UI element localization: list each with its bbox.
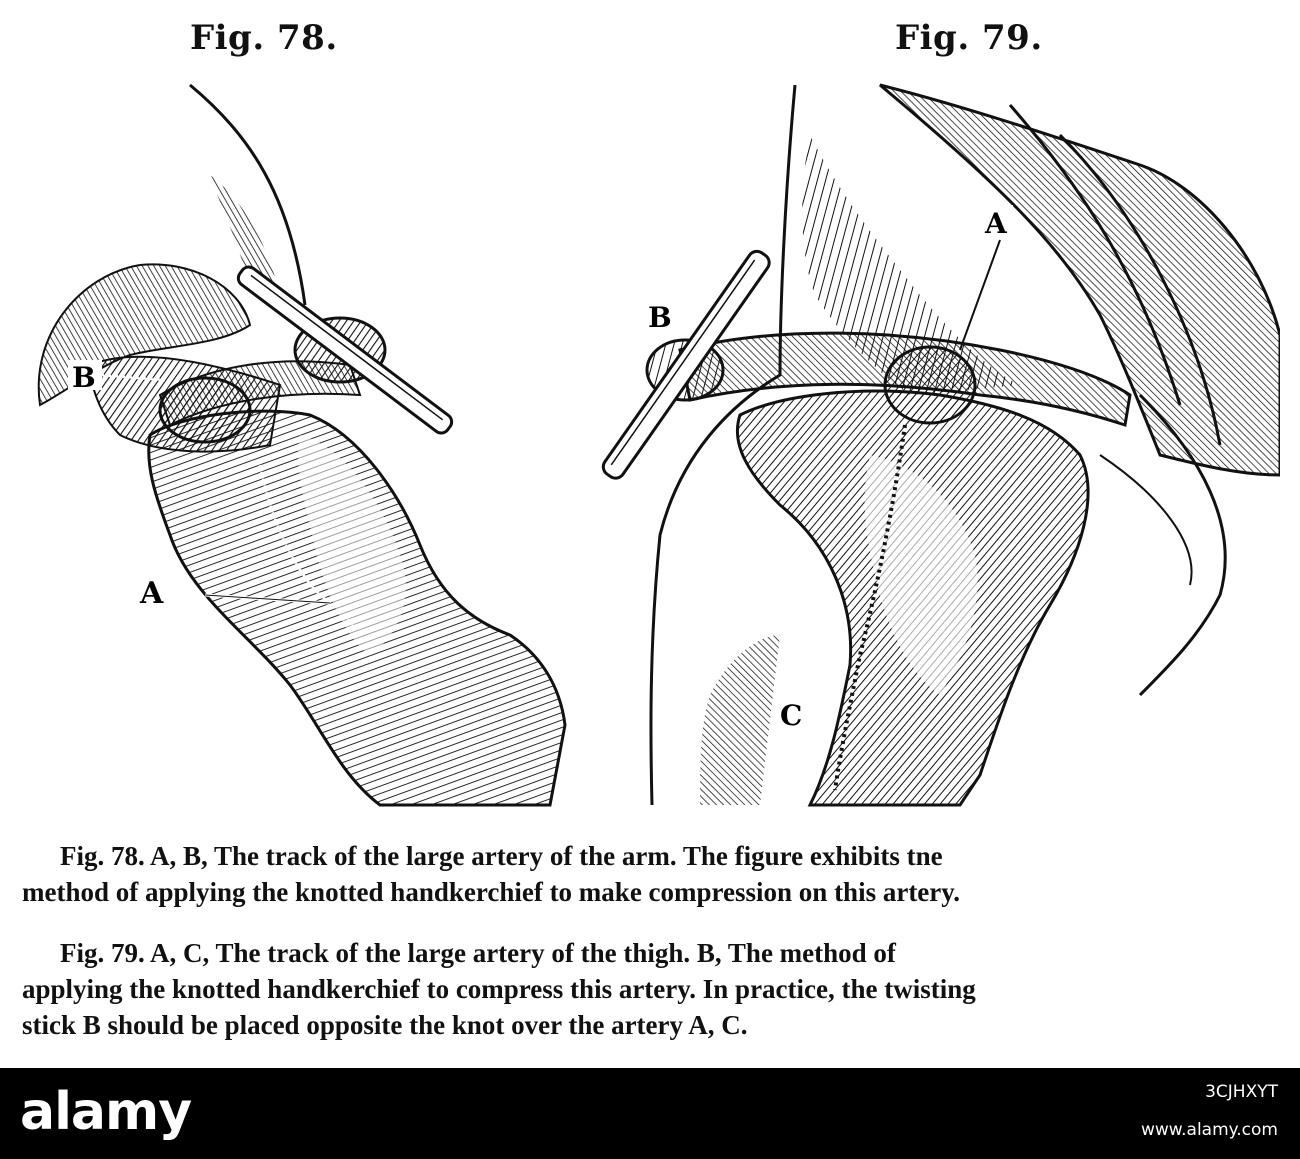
fig-78-caption-line-2: method of applying the knotted handkerchief to make compression on this artery.: [22, 877, 961, 907]
fig-79-caption-line-3: stick B should be placed opposite the knot over the artery A, C.: [22, 1010, 748, 1040]
alamy-logo: alamy: [20, 1082, 192, 1142]
fig-78-title: Fig. 78.: [190, 18, 338, 58]
fig-79-caption-line-2: applying the knotted handkerchief to compress this artery. In practice, the twisting: [22, 974, 976, 1004]
fig-78-label-b: B: [72, 361, 96, 394]
fig-79-caption: [22, 935, 1282, 1043]
fig-79-label-a: A: [985, 207, 1007, 240]
fig-78-label-a: A: [140, 576, 164, 611]
image-id: 3CJHXYT: [1205, 1082, 1278, 1102]
fig-79-label-b: B: [648, 301, 672, 334]
fig-78-arm-illustration: [20, 75, 620, 815]
fig-78-caption-line-1: Fig. 78. A, B, The track of the large artery of the arm. The figure exhibits tne: [60, 841, 943, 871]
fig-79-thigh-illustration: [580, 75, 1280, 815]
watermark-url: www.alamy.com: [1140, 1120, 1278, 1140]
fig-79-title: Fig. 79.: [895, 18, 1043, 58]
watermark-bar: [0, 1068, 1300, 1159]
fig-79-label-c: C: [780, 699, 803, 732]
fig-78-caption: [22, 838, 1282, 910]
fig-79-caption-line-1: Fig. 79. A, C, The track of the large artery of the thigh. B, The method of: [60, 938, 896, 968]
